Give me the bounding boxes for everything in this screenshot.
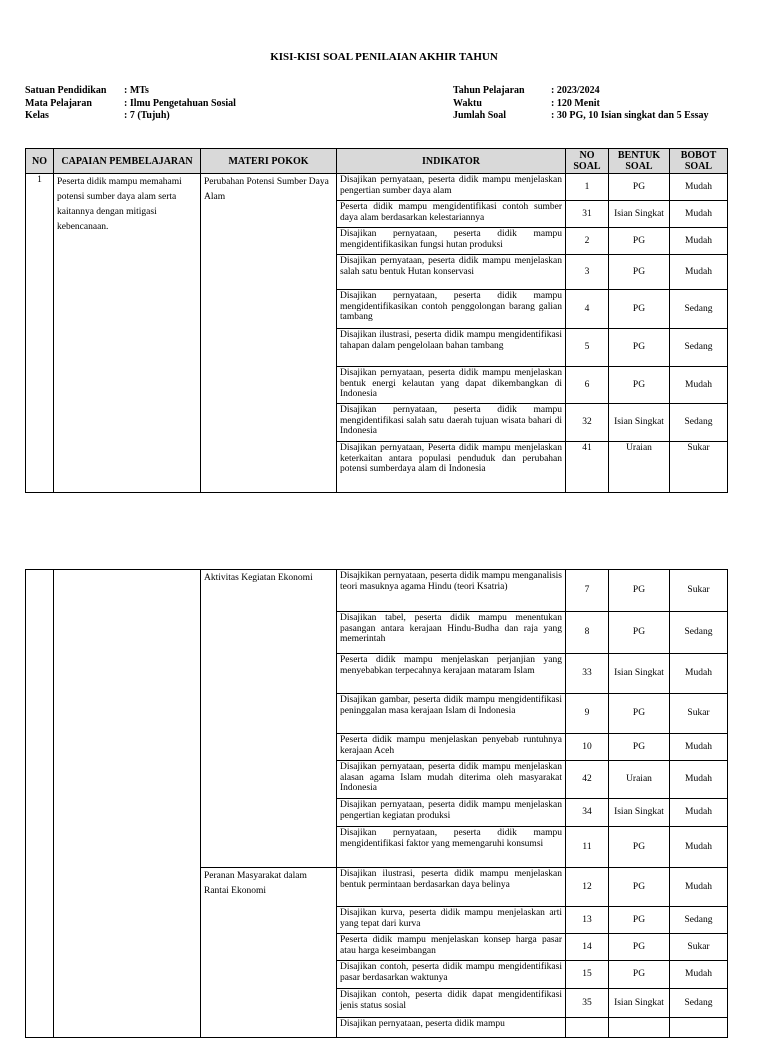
no-soal-cell: 5	[566, 329, 609, 367]
bobot-cell: Sedang	[670, 989, 728, 1018]
bobot-cell: Sedang	[670, 612, 728, 654]
meta-value: : 2023/2024	[551, 85, 600, 96]
no-soal-cell: 9	[566, 694, 609, 734]
no-soal-cell	[566, 1018, 609, 1038]
header-capaian: CAPAIAN PEMBELAJARAN	[54, 149, 201, 174]
indikator-cell: Disajikan pernyataan, peserta didik mampu mengidentifikasi faktor yang memengaruhi konsumsi	[337, 827, 566, 868]
bobot-cell: Sukar	[670, 694, 728, 734]
meta-row-mapel	[25, 98, 236, 111]
meta-value: : Ilmu Pengetahuan Sosial	[124, 97, 236, 109]
materi-cell: Perubahan Potensi Sumber Daya Alam	[201, 174, 337, 493]
row-number: 1	[26, 174, 54, 493]
no-soal-cell: 32	[566, 404, 609, 442]
table-row	[26, 570, 728, 612]
bentuk-cell: PG	[609, 868, 670, 907]
capaian-cell-empty	[54, 570, 201, 1038]
bobot-cell: Mudah	[670, 228, 728, 255]
kisi-table-page2	[25, 569, 728, 1038]
capaian-cell: Peserta didik mampu memahami potensi sumber daya alam serta kaitannya dengan mitigasi kebencanaan.	[54, 174, 201, 493]
bentuk-cell	[609, 1018, 670, 1038]
no-soal-cell: 12	[566, 868, 609, 907]
indikator-cell: Disajkikan pernyataan, peserta didik mampu menganalisis teori masuknya agama Hindu (teori Ksatria)	[337, 570, 566, 612]
meta-value: : 7 (Tujuh)	[124, 110, 170, 121]
bentuk-cell: Isian Singkat	[609, 654, 670, 694]
indikator-cell: Disajikan pernyataan, peserta didik mampu mengidentifikasikan contoh penggolongan barang galian tambang	[337, 290, 566, 329]
no-soal-cell: 33	[566, 654, 609, 694]
header-bentuk: BENTUK SOAL	[609, 149, 670, 174]
header-no: NO	[26, 149, 54, 174]
indikator-cell: Peserta didik mampu menjelaskan perjanjian yang menyebabkan terpecahnya kerajaan mataram Islam	[337, 654, 566, 694]
indikator-cell: Disajikan pernyataan, peserta didik mampu menjelaskan pengertian sumber daya alam	[337, 174, 566, 201]
no-soal-cell: 15	[566, 961, 609, 989]
meta-key: Satuan Pendidikan	[25, 85, 107, 96]
no-soal-cell: 41	[566, 442, 609, 493]
indikator-cell: Disajikan pernyataan, peserta didik mampu menjelaskan salah satu bentuk Hutan konservasi	[337, 255, 566, 290]
bentuk-cell: PG	[609, 907, 670, 934]
no-soal-cell: 7	[566, 570, 609, 612]
materi-cell: Peranan Masyarakat dalam Rantai Ekonomi	[201, 868, 337, 1038]
bentuk-cell: Isian Singkat	[609, 799, 670, 827]
indikator-cell: Disajikan ilustrasi, peserta didik mampu mengidentifikasi tahapan dalam pengelolaan bahan tambang	[337, 329, 566, 367]
bobot-cell: Mudah	[670, 654, 728, 694]
bobot-cell: Mudah	[670, 799, 728, 827]
no-soal-cell: 8	[566, 612, 609, 654]
bentuk-cell: Isian Singkat	[609, 201, 670, 228]
bentuk-cell: PG	[609, 290, 670, 329]
bobot-cell: Sedang	[670, 290, 728, 329]
bentuk-cell: PG	[609, 934, 670, 961]
meta-row-waktu	[453, 98, 709, 111]
bentuk-cell: Isian Singkat	[609, 404, 670, 442]
indikator-cell: Disajikan pernyataan, peserta didik mampu menjelaskan pengertian kegiatan produksi	[337, 799, 566, 827]
header-no-soal: NO SOAL	[566, 149, 609, 174]
indikator-cell: Disajikan pernyataan, Peserta didik mampu menjelaskan keterkaitan antara populasi penduduk dan perubahan potensi sumberdaya alam di Indonesia	[337, 442, 566, 493]
bobot-cell: Sukar	[670, 570, 728, 612]
bentuk-cell: PG	[609, 694, 670, 734]
meta-row-tahun	[453, 85, 709, 98]
no-soal-cell: 2	[566, 228, 609, 255]
indikator-cell: Disajikan pernyataan, peserta didik mampu	[337, 1018, 566, 1038]
meta-row-kelas	[25, 110, 236, 123]
bentuk-cell: PG	[609, 570, 670, 612]
bentuk-cell: PG	[609, 174, 670, 201]
no-soal-cell: 42	[566, 761, 609, 799]
bobot-cell: Mudah	[670, 827, 728, 868]
no-soal-cell: 31	[566, 201, 609, 228]
indikator-cell: Disajikan pernyataan, peserta didik mampu mengidentifikasi salah satu daerah tujuan wisata bahari di Indonesia	[337, 404, 566, 442]
indikator-cell: Disajikan kurva, peserta didik mampu menjelaskan arti yang tepat dari kurva	[337, 907, 566, 934]
bentuk-cell: Isian Singkat	[609, 989, 670, 1018]
no-soal-cell: 11	[566, 827, 609, 868]
indikator-cell: Disajikan ilustrasi, peserta didik mampu menjelaskan bentuk permintaan berdasarkan daya belinya	[337, 868, 566, 907]
bentuk-cell: PG	[609, 734, 670, 761]
bentuk-cell: PG	[609, 827, 670, 868]
no-soal-cell: 14	[566, 934, 609, 961]
meta-right-block	[453, 85, 709, 123]
bobot-cell: Sedang	[670, 907, 728, 934]
header-bobot: BOBOT SOAL	[670, 149, 728, 174]
table-header-row	[26, 149, 728, 174]
kisi-table-page1	[25, 148, 728, 493]
indikator-cell: Disajikan contoh, peserta didik mampu mengidentifikasi pasar berdasarkan waktunya	[337, 961, 566, 989]
meta-key: Kelas	[25, 110, 49, 121]
meta-row-satuan	[25, 85, 236, 98]
no-soal-cell: 10	[566, 734, 609, 761]
bentuk-cell: PG	[609, 367, 670, 404]
indikator-cell: Peserta didik mampu mengidentifikasi contoh sumber daya alam berdasarkan kelestariannya	[337, 201, 566, 228]
bobot-cell: Mudah	[670, 761, 728, 799]
bobot-cell: Mudah	[670, 961, 728, 989]
no-soal-cell: 1	[566, 174, 609, 201]
header-materi: MATERI POKOK	[201, 149, 337, 174]
bobot-cell: Mudah	[670, 367, 728, 404]
document-title: KISI-KISI SOAL PENILAIAN AKHIR TAHUN	[270, 51, 498, 63]
bobot-cell: Sedang	[670, 404, 728, 442]
bobot-cell	[670, 1018, 728, 1038]
no-soal-cell: 35	[566, 989, 609, 1018]
bentuk-cell: PG	[609, 329, 670, 367]
no-soal-cell: 34	[566, 799, 609, 827]
no-soal-cell: 6	[566, 367, 609, 404]
indikator-cell: Disajikan contoh, peserta didik dapat mengidentifikasi jenis status sosial	[337, 989, 566, 1018]
indikator-cell: Disajikan tabel, peserta didik mampu menentukan pasangan antara kerajaan Hindu-Budha dan raja yang memerintah	[337, 612, 566, 654]
bobot-cell: Sukar	[670, 442, 728, 493]
bentuk-cell: PG	[609, 255, 670, 290]
bentuk-cell: Uraian	[609, 442, 670, 493]
bobot-cell: Mudah	[670, 255, 728, 290]
bobot-cell: Sedang	[670, 329, 728, 367]
no-soal-cell: 3	[566, 255, 609, 290]
bobot-cell: Mudah	[670, 734, 728, 761]
bobot-cell: Mudah	[670, 868, 728, 907]
row-number-empty	[26, 570, 54, 1038]
meta-key: Waktu	[453, 97, 482, 109]
meta-key: Jumlah Soal	[453, 110, 507, 121]
indikator-cell: Peserta didik mampu menjelaskan penyebab runtuhnya kerajaan Aceh	[337, 734, 566, 761]
indikator-cell: Disajikan pernyataan, peserta didik mampu mengidentifikasikan fungsi hutan produksi	[337, 228, 566, 255]
meta-key: Mata Pelajaran	[25, 97, 92, 109]
indikator-cell: Disajikan pernyataan, peserta didik mampu menjelaskan alasan agama Islam mudah diterima oleh masyarakat Indonesia	[337, 761, 566, 799]
materi-cell: Aktivitas Kegiatan Ekonomi	[201, 570, 337, 868]
indikator-cell: Peserta didik mampu menjelaskan konsep harga pasar atau harga keseimbangan	[337, 934, 566, 961]
indikator-cell: Disajikan pernyataan, peserta didik mampu menjelaskan bentuk energi kelautan yang dapat dikembangkan di Indonesia	[337, 367, 566, 404]
no-soal-cell: 13	[566, 907, 609, 934]
bobot-cell: Mudah	[670, 201, 728, 228]
meta-value: : MTs	[124, 85, 149, 96]
meta-value: : 30 PG, 10 Isian singkat dan 5 Essay	[551, 110, 709, 121]
bobot-cell: Sukar	[670, 934, 728, 961]
meta-left-block	[25, 85, 236, 123]
no-soal-cell: 4	[566, 290, 609, 329]
meta-key: Tahun Pelajaran	[453, 85, 525, 96]
table-row	[26, 174, 728, 201]
bobot-cell: Mudah	[670, 174, 728, 201]
bentuk-cell: Uraian	[609, 761, 670, 799]
indikator-cell: Disajikan gambar, peserta didik mampu mengidentifikasi peninggalan masa kerajaan Islam di Indonesia	[337, 694, 566, 734]
bentuk-cell: PG	[609, 961, 670, 989]
bentuk-cell: PG	[609, 228, 670, 255]
meta-value: : 120 Menit	[551, 97, 600, 109]
bentuk-cell: PG	[609, 612, 670, 654]
header-indikator: INDIKATOR	[337, 149, 566, 174]
meta-row-jumlah	[453, 110, 709, 123]
